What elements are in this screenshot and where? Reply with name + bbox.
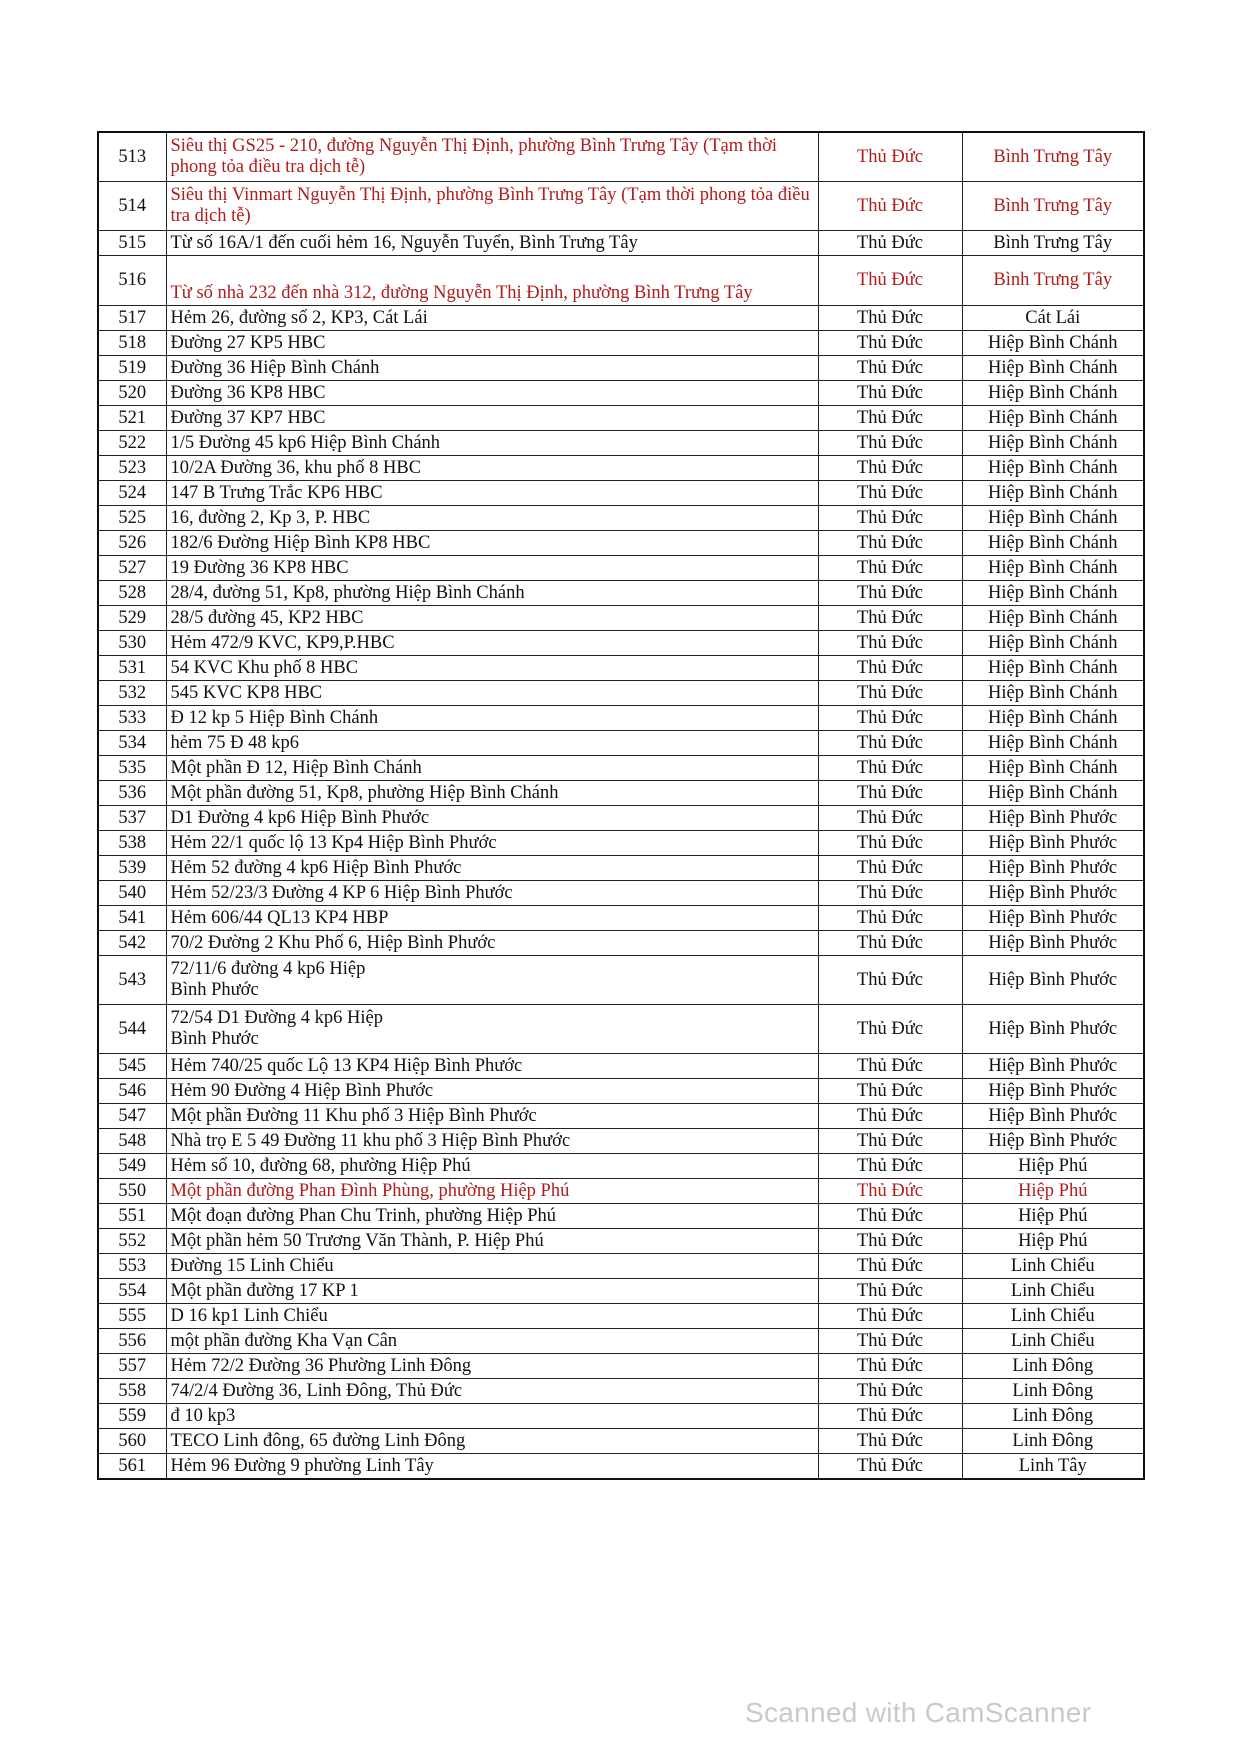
address-cell: Siêu thị GS25 - 210, đường Nguyễn Thị Định, phường Bình Trưng Tây (Tạm thời phong tỏa điều tra dịch tễ)	[166, 132, 818, 182]
district-cell: Thủ Đức	[818, 631, 962, 656]
table-row	[98, 681, 1144, 706]
district-cell: Thủ Đức	[818, 306, 962, 331]
row-number-cell: 542	[98, 931, 166, 956]
table-row	[98, 781, 1144, 806]
table-row	[98, 931, 1144, 956]
district-cell: Thủ Đức	[818, 931, 962, 956]
table-row	[98, 856, 1144, 881]
ward-cell: Hiệp Bình Phước	[962, 956, 1144, 1005]
ward-cell: Hiệp Bình Phước	[962, 906, 1144, 931]
table-row	[98, 881, 1144, 906]
address-cell: 19 Đường 36 KP8 HBC	[166, 556, 818, 581]
camscanner-watermark: Scanned with CamScanner	[745, 1697, 1092, 1728]
district-cell: Thủ Đức	[818, 1329, 962, 1354]
row-number-cell: 524	[98, 481, 166, 506]
table-row	[98, 1129, 1144, 1154]
row-number-cell: 539	[98, 856, 166, 881]
address-cell: Đ 12 kp 5 Hiệp Bình Chánh	[166, 706, 818, 731]
address-cell: 70/2 Đường 2 Khu Phố 6, Hiệp Bình Phước	[166, 931, 818, 956]
row-number-cell: 552	[98, 1229, 166, 1254]
address-table-body	[98, 132, 1144, 1479]
row-number-cell: 544	[98, 1005, 166, 1054]
table-row	[98, 581, 1144, 606]
address-cell: Hẻm 472/9 KVC, KP9,P.HBC	[166, 631, 818, 656]
table-row	[98, 531, 1144, 556]
address-cell: 28/5 đường 45, KP2 HBC	[166, 606, 818, 631]
address-cell: Một phần hẻm 50 Trương Văn Thành, P. Hiệp Phú	[166, 1229, 818, 1254]
ward-cell: Hiệp Bình Chánh	[962, 356, 1144, 381]
ward-cell: Hiệp Bình Phước	[962, 1104, 1144, 1129]
ward-cell: Linh Chiểu	[962, 1279, 1144, 1304]
district-cell: Thủ Đức	[818, 381, 962, 406]
row-number-cell: 522	[98, 431, 166, 456]
ward-cell: Hiệp Phú	[962, 1204, 1144, 1229]
district-cell: Thủ Đức	[818, 431, 962, 456]
ward-cell: Linh Chiểu	[962, 1304, 1144, 1329]
table-row	[98, 231, 1144, 256]
row-number-cell: 537	[98, 806, 166, 831]
address-cell: Đường 27 KP5 HBC	[166, 331, 818, 356]
row-number-cell: 553	[98, 1254, 166, 1279]
table-row	[98, 456, 1144, 481]
address-cell: Hẻm 740/25 quốc Lộ 13 KP4 Hiệp Bình Phước	[166, 1054, 818, 1079]
ward-cell: Hiệp Bình Phước	[962, 831, 1144, 856]
address-cell: Hẻm 72/2 Đường 36 Phường Linh Đông	[166, 1354, 818, 1379]
district-cell: Thủ Đức	[818, 706, 962, 731]
ward-cell: Linh Chiểu	[962, 1254, 1144, 1279]
address-cell: 74/2/4 Đường 36, Linh Đông, Thủ Đức	[166, 1379, 818, 1404]
address-cell: Một đoạn đường Phan Chu Trinh, phường Hiệp Phú	[166, 1204, 818, 1229]
table-row	[98, 556, 1144, 581]
ward-cell: Cát Lái	[962, 306, 1144, 331]
row-number-cell: 536	[98, 781, 166, 806]
row-number-cell: 545	[98, 1054, 166, 1079]
district-cell: Thủ Đức	[818, 481, 962, 506]
district-cell: Thủ Đức	[818, 132, 962, 182]
ward-cell: Hiệp Bình Chánh	[962, 781, 1144, 806]
row-number-cell: 527	[98, 556, 166, 581]
district-cell: Thủ Đức	[818, 1154, 962, 1179]
district-cell: Thủ Đức	[818, 1079, 962, 1104]
ward-cell: Hiệp Bình Chánh	[962, 756, 1144, 781]
address-cell: 28/4, đường 51, Kp8, phường Hiệp Bình Chánh	[166, 581, 818, 606]
district-cell: Thủ Đức	[818, 906, 962, 931]
table-row	[98, 756, 1144, 781]
address-cell: Hẻm số 10, đường 68, phường Hiệp Phú	[166, 1154, 818, 1179]
table-row	[98, 1354, 1144, 1379]
table-row	[98, 506, 1144, 531]
address-cell: Hẻm 52 đường 4 kp6 Hiệp Bình Phước	[166, 856, 818, 881]
ward-cell: Hiệp Bình Chánh	[962, 556, 1144, 581]
row-number-cell: 532	[98, 681, 166, 706]
table-row	[98, 182, 1144, 231]
district-cell: Thủ Đức	[818, 1379, 962, 1404]
table-row	[98, 1429, 1144, 1454]
table-row	[98, 1254, 1144, 1279]
ward-cell: Hiệp Bình Chánh	[962, 656, 1144, 681]
ward-cell: Hiệp Bình Chánh	[962, 481, 1144, 506]
row-number-cell: 561	[98, 1454, 166, 1480]
address-cell: 54 KVC Khu phố 8 HBC	[166, 656, 818, 681]
row-number-cell: 558	[98, 1379, 166, 1404]
table-row	[98, 731, 1144, 756]
district-cell: Thủ Đức	[818, 256, 962, 306]
row-number-cell: 559	[98, 1404, 166, 1429]
district-cell: Thủ Đức	[818, 1404, 962, 1429]
district-cell: Thủ Đức	[818, 881, 962, 906]
table-row	[98, 1204, 1144, 1229]
row-number-cell: 556	[98, 1329, 166, 1354]
ward-cell: Hiệp Bình Phước	[962, 1079, 1144, 1104]
table-row	[98, 406, 1144, 431]
address-cell: 1/5 Đường 45 kp6 Hiệp Bình Chánh	[166, 431, 818, 456]
district-cell: Thủ Đức	[818, 1429, 962, 1454]
district-cell: Thủ Đức	[818, 1354, 962, 1379]
address-cell: Siêu thị Vinmart Nguyễn Thị Định, phường Bình Trưng Tây (Tạm thời phong tỏa điều tra dịch tễ)	[166, 182, 818, 231]
district-cell: Thủ Đức	[818, 656, 962, 681]
district-cell: Thủ Đức	[818, 1054, 962, 1079]
table-row	[98, 631, 1144, 656]
address-cell: Một phần đường 17 KP 1	[166, 1279, 818, 1304]
district-cell: Thủ Đức	[818, 731, 962, 756]
row-number-cell: 554	[98, 1279, 166, 1304]
address-cell: 10/2A Đường 36, khu phố 8 HBC	[166, 456, 818, 481]
address-cell: 16, đường 2, Kp 3, P. HBC	[166, 506, 818, 531]
row-number-cell: 523	[98, 456, 166, 481]
address-cell: Đường 36 KP8 HBC	[166, 381, 818, 406]
table-row	[98, 1005, 1144, 1054]
address-cell: Một phần đường 51, Kp8, phường Hiệp Bình Chánh	[166, 781, 818, 806]
address-cell: 72/54 D1 Đường 4 kp6 Hiệp Bình Phước	[166, 1005, 818, 1054]
address-cell: Đường 15 Linh Chiểu	[166, 1254, 818, 1279]
row-number-cell: 555	[98, 1304, 166, 1329]
row-number-cell: 548	[98, 1129, 166, 1154]
district-cell: Thủ Đức	[818, 456, 962, 481]
district-cell: Thủ Đức	[818, 806, 962, 831]
ward-cell: Hiệp Phú	[962, 1154, 1144, 1179]
table-row	[98, 306, 1144, 331]
district-cell: Thủ Đức	[818, 1204, 962, 1229]
address-cell: 72/11/6 đường 4 kp6 Hiệp Bình Phước	[166, 956, 818, 1005]
ward-cell: Hiệp Bình Phước	[962, 1054, 1144, 1079]
row-number-cell: 519	[98, 356, 166, 381]
address-cell: Hẻm 22/1 quốc lộ 13 Kp4 Hiệp Bình Phước	[166, 831, 818, 856]
ward-cell: Hiệp Bình Phước	[962, 856, 1144, 881]
district-cell: Thủ Đức	[818, 606, 962, 631]
district-cell: Thủ Đức	[818, 231, 962, 256]
ward-cell: Bình Trưng Tây	[962, 256, 1144, 306]
ward-cell: Hiệp Phú	[962, 1179, 1144, 1204]
row-number-cell: 546	[98, 1079, 166, 1104]
table-row	[98, 656, 1144, 681]
district-cell: Thủ Đức	[818, 556, 962, 581]
table-row	[98, 331, 1144, 356]
ward-cell: Hiệp Bình Phước	[962, 881, 1144, 906]
row-number-cell: 520	[98, 381, 166, 406]
district-cell: Thủ Đức	[818, 531, 962, 556]
row-number-cell: 531	[98, 656, 166, 681]
ward-cell: Linh Chiểu	[962, 1329, 1144, 1354]
table-row	[98, 806, 1144, 831]
table-row	[98, 1279, 1144, 1304]
table-row	[98, 431, 1144, 456]
row-number-cell: 535	[98, 756, 166, 781]
table-row	[98, 606, 1144, 631]
ward-cell: Hiệp Bình Chánh	[962, 631, 1144, 656]
district-cell: Thủ Đức	[818, 756, 962, 781]
row-number-cell: 530	[98, 631, 166, 656]
row-number-cell: 515	[98, 231, 166, 256]
table-row	[98, 356, 1144, 381]
district-cell: Thủ Đức	[818, 856, 962, 881]
row-number-cell: 557	[98, 1354, 166, 1379]
district-cell: Thủ Đức	[818, 1454, 962, 1480]
ward-cell: Hiệp Bình Chánh	[962, 581, 1144, 606]
address-cell: Một phần Đ 12, Hiệp Bình Chánh	[166, 756, 818, 781]
district-cell: Thủ Đức	[818, 581, 962, 606]
address-cell: 545 KVC KP8 HBC	[166, 681, 818, 706]
address-cell: Đường 36 Hiệp Bình Chánh	[166, 356, 818, 381]
address-cell: Nhà trọ E 5 49 Đường 11 khu phố 3 Hiệp Bình Phước	[166, 1129, 818, 1154]
district-cell: Thủ Đức	[818, 1254, 962, 1279]
table-row	[98, 1304, 1144, 1329]
district-cell: Thủ Đức	[818, 1005, 962, 1054]
ward-cell: Bình Trưng Tây	[962, 132, 1144, 182]
address-cell: Từ số 16A/1 đến cuối hẻm 16, Nguyễn Tuyển, Bình Trưng Tây	[166, 231, 818, 256]
district-cell: Thủ Đức	[818, 356, 962, 381]
table-row	[98, 1079, 1144, 1104]
ward-cell: Hiệp Phú	[962, 1229, 1144, 1254]
ward-cell: Hiệp Bình Chánh	[962, 331, 1144, 356]
address-cell: Hẻm 26, đường số 2, KP3, Cát Lái	[166, 306, 818, 331]
ward-cell: Linh Đông	[962, 1404, 1144, 1429]
ward-cell: Linh Tây	[962, 1454, 1144, 1480]
district-cell: Thủ Đức	[818, 681, 962, 706]
table-row	[98, 706, 1144, 731]
row-number-cell: 534	[98, 731, 166, 756]
row-number-cell: 521	[98, 406, 166, 431]
row-number-cell: 547	[98, 1104, 166, 1129]
row-number-cell: 550	[98, 1179, 166, 1204]
district-cell: Thủ Đức	[818, 1279, 962, 1304]
ward-cell: Hiệp Bình Chánh	[962, 706, 1144, 731]
district-cell: Thủ Đức	[818, 182, 962, 231]
table-row	[98, 1454, 1144, 1480]
address-cell: Hẻm 90 Đường 4 Hiệp Bình Phước	[166, 1079, 818, 1104]
row-number-cell: 518	[98, 331, 166, 356]
ward-cell: Linh Đông	[962, 1429, 1144, 1454]
ward-cell: Hiệp Bình Chánh	[962, 681, 1144, 706]
address-cell: một phần đường Kha Vạn Cân	[166, 1329, 818, 1354]
table-row	[98, 1404, 1144, 1429]
table-row	[98, 1054, 1144, 1079]
table-row	[98, 132, 1144, 182]
ward-cell: Bình Trưng Tây	[962, 231, 1144, 256]
ward-cell: Hiệp Bình Chánh	[962, 731, 1144, 756]
district-cell: Thủ Đức	[818, 1304, 962, 1329]
address-table	[97, 131, 1145, 1480]
address-cell: Hẻm 52/23/3 Đường 4 KP 6 Hiệp Bình Phước	[166, 881, 818, 906]
address-cell: TECO Linh đông, 65 đường Linh Đông	[166, 1429, 818, 1454]
address-cell: 147 B Trưng Trắc KP6 HBC	[166, 481, 818, 506]
address-cell: Một phần đường Phan Đình Phùng, phường Hiệp Phú	[166, 1179, 818, 1204]
row-number-cell: 516	[98, 256, 166, 306]
address-cell: hẻm 75 Đ 48 kp6	[166, 731, 818, 756]
table-row	[98, 1104, 1144, 1129]
ward-cell: Hiệp Bình Chánh	[962, 606, 1144, 631]
district-cell: Thủ Đức	[818, 1179, 962, 1204]
ward-cell: Hiệp Bình Phước	[962, 931, 1144, 956]
table-row	[98, 831, 1144, 856]
ward-cell: Hiệp Bình Chánh	[962, 506, 1144, 531]
row-number-cell: 540	[98, 881, 166, 906]
row-number-cell: 560	[98, 1429, 166, 1454]
district-cell: Thủ Đức	[818, 956, 962, 1005]
address-cell: D 16 kp1 Linh Chiểu	[166, 1304, 818, 1329]
table-row	[98, 1329, 1144, 1354]
district-cell: Thủ Đức	[818, 1104, 962, 1129]
table-row	[98, 1379, 1144, 1404]
row-number-cell: 525	[98, 506, 166, 531]
ward-cell: Hiệp Bình Phước	[962, 806, 1144, 831]
row-number-cell: 549	[98, 1154, 166, 1179]
table-row	[98, 1179, 1144, 1204]
address-cell: D1 Đường 4 kp6 Hiệp Bình Phước	[166, 806, 818, 831]
address-cell: Hẻm 606/44 QL13 KP4 HBP	[166, 906, 818, 931]
row-number-cell: 551	[98, 1204, 166, 1229]
address-cell: Một phần Đường 11 Khu phố 3 Hiệp Bình Phước	[166, 1104, 818, 1129]
row-number-cell: 514	[98, 182, 166, 231]
table-row	[98, 481, 1144, 506]
table-row	[98, 906, 1144, 931]
row-number-cell: 528	[98, 581, 166, 606]
address-cell: Từ số nhà 232 đến nhà 312, đường Nguyễn Thị Định, phường Bình Trưng Tây	[166, 256, 818, 306]
table-row	[98, 956, 1144, 1005]
ward-cell: Hiệp Bình Chánh	[962, 456, 1144, 481]
row-number-cell: 541	[98, 906, 166, 931]
ward-cell: Bình Trưng Tây	[962, 182, 1144, 231]
ward-cell: Hiệp Bình Chánh	[962, 381, 1144, 406]
address-cell: Hẻm 96 Đường 9 phường Linh Tây	[166, 1454, 818, 1480]
district-cell: Thủ Đức	[818, 506, 962, 531]
row-number-cell: 513	[98, 132, 166, 182]
address-cell: 182/6 Đường Hiệp Bình KP8 HBC	[166, 531, 818, 556]
row-number-cell: 529	[98, 606, 166, 631]
table-row	[98, 1154, 1144, 1179]
ward-cell: Linh Đông	[962, 1354, 1144, 1379]
ward-cell: Linh Đông	[962, 1379, 1144, 1404]
row-number-cell: 526	[98, 531, 166, 556]
row-number-cell: 533	[98, 706, 166, 731]
table-row	[98, 256, 1144, 306]
ward-cell: Hiệp Bình Chánh	[962, 406, 1144, 431]
ward-cell: Hiệp Bình Chánh	[962, 531, 1144, 556]
row-number-cell: 543	[98, 956, 166, 1005]
ward-cell: Hiệp Bình Chánh	[962, 431, 1144, 456]
row-number-cell: 517	[98, 306, 166, 331]
address-cell: đ 10 kp3	[166, 1404, 818, 1429]
district-cell: Thủ Đức	[818, 331, 962, 356]
district-cell: Thủ Đức	[818, 1229, 962, 1254]
district-cell: Thủ Đức	[818, 831, 962, 856]
row-number-cell: 538	[98, 831, 166, 856]
ward-cell: Hiệp Bình Phước	[962, 1005, 1144, 1054]
district-cell: Thủ Đức	[818, 406, 962, 431]
address-cell: Đường 37 KP7 HBC	[166, 406, 818, 431]
ward-cell: Hiệp Bình Phước	[962, 1129, 1144, 1154]
district-cell: Thủ Đức	[818, 781, 962, 806]
table-row	[98, 1229, 1144, 1254]
table-row	[98, 381, 1144, 406]
district-cell: Thủ Đức	[818, 1129, 962, 1154]
